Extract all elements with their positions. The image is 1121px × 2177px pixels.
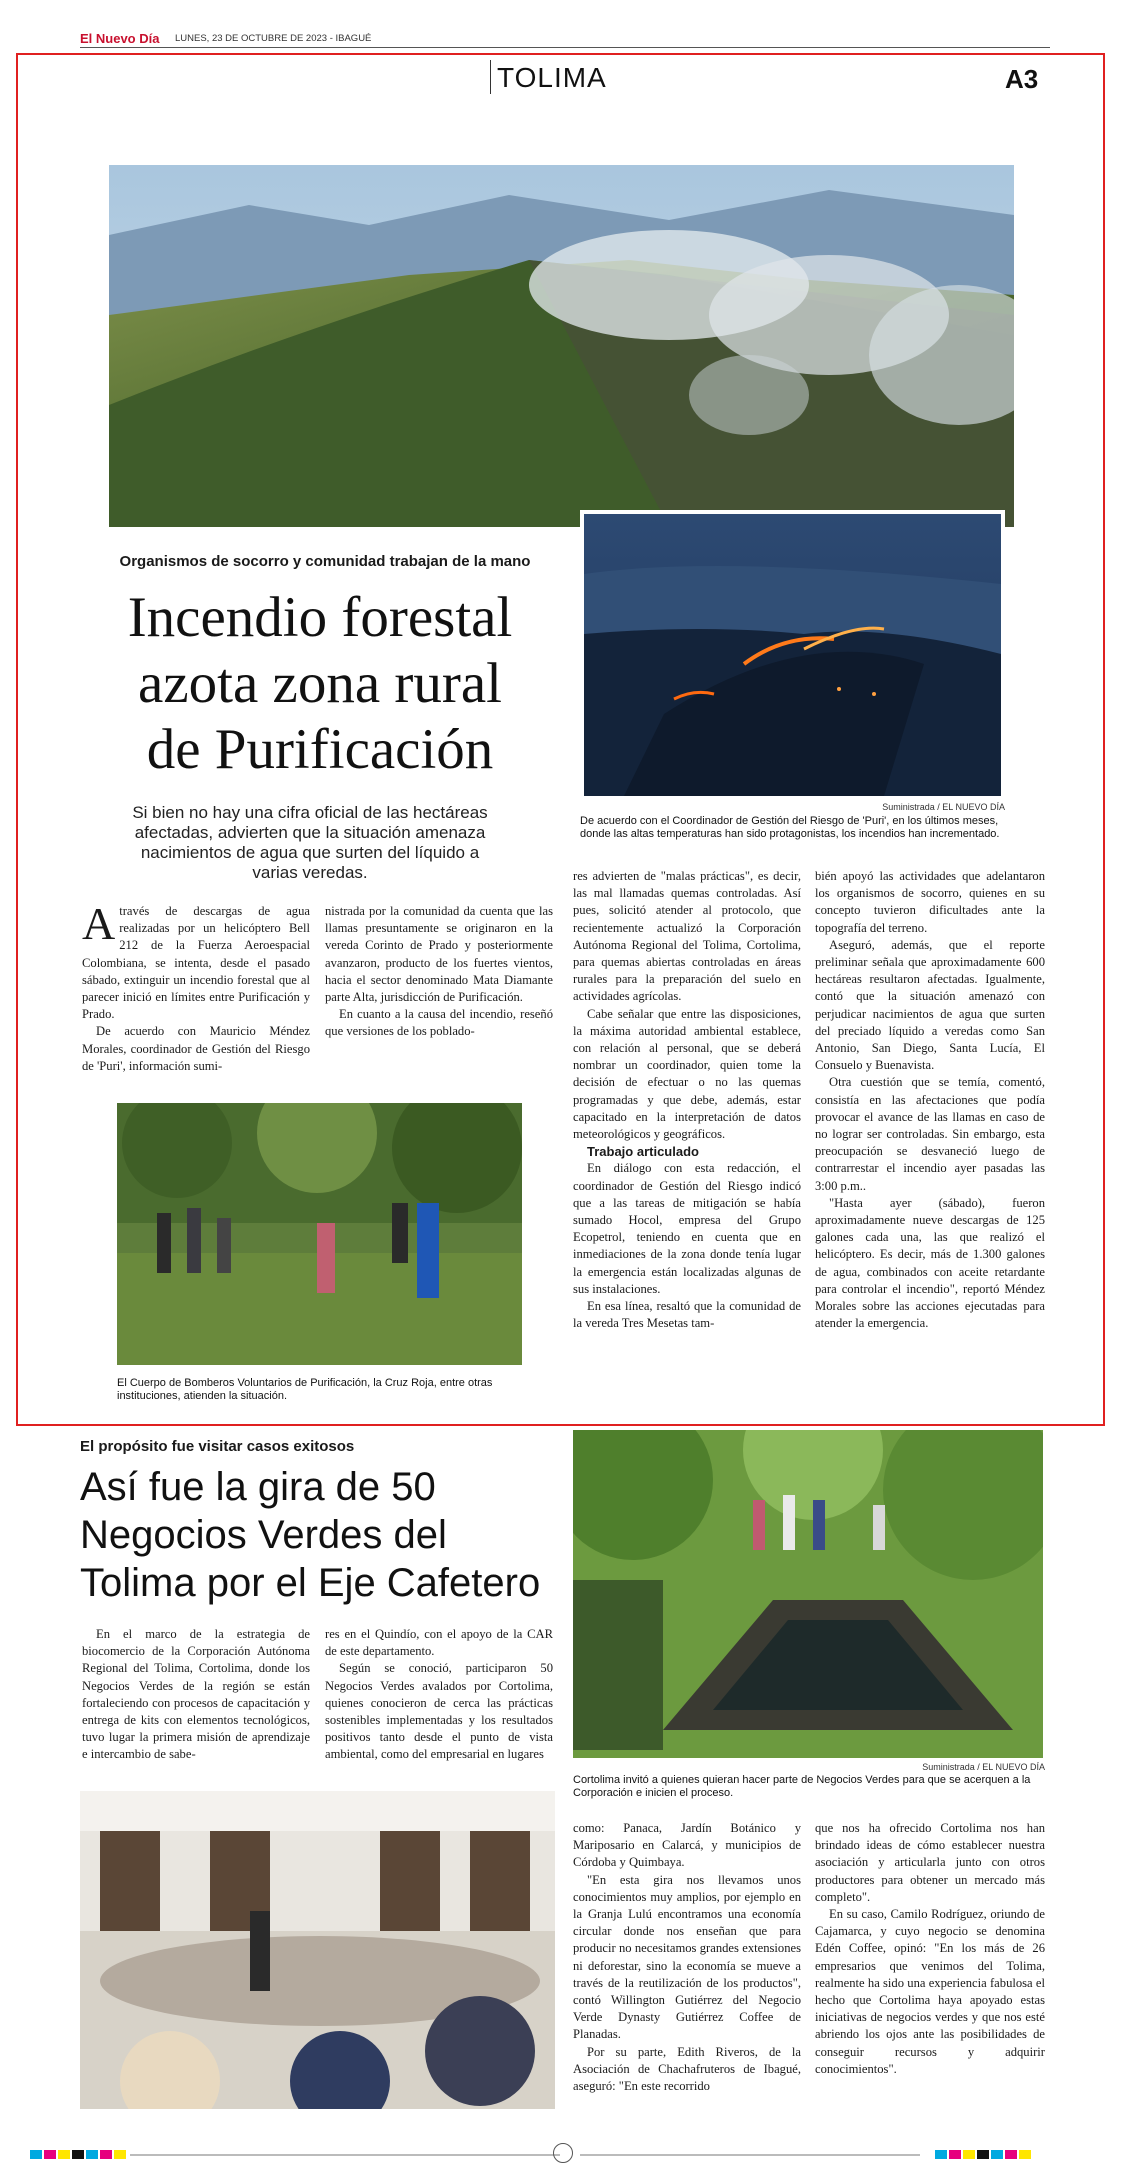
story1-col-3 <box>573 868 801 1332</box>
masthead-bar <box>80 30 1050 48</box>
registration-line <box>130 2154 560 2156</box>
deck-1: Si bien no hay una cifra oficial de las hectáreas afectadas, advierten que la situación amenaza nacimientos de agua que surten del líquido a varias veredas. <box>132 803 488 882</box>
story2-col-1 <box>82 1626 310 1764</box>
story1-col3-p2: Cabe señalar que entre las disposiciones, la máxima autoridad ambiental establece, con relación al personal, que se deberá nombrar un coordinador, quien tome la decisión de efectuar o no las quemas programadas y que debe, además, estar capacitado en la interpretación de datos meteorológicos y geográficos. <box>573 1006 801 1142</box>
story1-col3-p3: En diálogo con esta redacción, el coordinador de Gestión del Riesgo indicó que a las tareas de mitigación se había sumado Hocol, empresa del Grupo Ecopetrol, teniendo en cuenta que en inmediaciones de la zona donde tenía lugar la emergencia están localizadas algunas de sus instalaciones. <box>573 1161 801 1296</box>
story1-col4-p3: Otra cuestión que se temía, comentó, consistía en las afectaciones que podía provocar el avance de las llamas en caso de no lograr ser controladas. Sin embargo, esta preocupación se desvaneció luego de contrarrestar el incendio ayer pasadas las 3:00 p.m.. <box>815 1075 1045 1193</box>
photo-credit-1: Suministrada / EL NUEVO DÍA <box>882 802 1005 812</box>
story1-col4-p4: "Hasta ayer (sábado), fueron aproximadamente nueve descargas de 125 galones cada una, las que realizó el helicóptero. Es decir, más de 1.300 galones de agua, combinados con aceite retardante para controlar el incendio", reportó Méndez Morales sobre las acciones ejecutadas para atender la emergencia. <box>815 1195 1045 1331</box>
registration-line-2 <box>580 2154 920 2156</box>
photo-caption-1: De acuerdo con el Coordinador de Gestión del Riesgo de 'Puri', en los últimos meses, donde las altas temperaturas han sido protagonistas, los incendios han incrementado. <box>580 815 1000 840</box>
story2-col4-p1: que nos ha ofrecido Cortolima nos han brindado ideas de cómo establecer nuestra asociación y articularla junto con otros productores para obtener un mercado más completo". <box>815 1821 1045 1904</box>
story1-col2-p2: En cuanto a la causa del incendio, reseñó que versiones de los poblado- <box>325 1007 553 1039</box>
wildfire-mountain-photo <box>109 165 1014 527</box>
headline-1 <box>80 585 560 783</box>
kicker-2: El propósito fue visitar casos exitosos <box>80 1438 355 1455</box>
crosshair-icon <box>553 2143 573 2163</box>
firefighters-photo <box>117 1103 522 1365</box>
story2-col2-p2: Según se conoció, participaron 50 Negocios Verdes avalados por Cortolima, quienes conocieron de cerca las prácticas sostenibles implementadas y los resultados positivos tanto desde el punto de vista ambiental, como del empresarial en lugares <box>325 1661 553 1762</box>
story1-col1-p2: De acuerdo con Mauricio Méndez Morales, coordinador de Gestión del Riesgo de 'Puri', información sumi- <box>82 1024 310 1073</box>
story2-col1-p1: En el marco de la estrategia de biocomercio de la Corporación Autónoma Regional del Tolima, Cortolima, donde los Negocios Verdes de la región se están fortaleciendo con procesos de capacitación y entrega de kits con elementos tecnológicos, tuvo lugar la primera misión de aprendizaje e intercambio de sabe- <box>82 1627 310 1762</box>
dropcap: A <box>82 898 116 949</box>
section-label: TOLIMA <box>497 62 607 93</box>
kicker-1: Organismos de socorro y comunidad trabajan de la mano <box>119 553 531 570</box>
story1-col-4 <box>815 868 1045 1332</box>
story1-col-2 <box>325 903 553 1041</box>
story2-col2-p1: res en el Quindío, con el apoyo de la CAR de este departamento. <box>325 1627 553 1659</box>
logo: El Nuevo Día <box>80 31 160 46</box>
headline-2-line-3: Tolima por el Eje Cafetero <box>80 1561 541 1605</box>
story1-col1-p1: través de descargas de agua realizadas por un helicóptero Bell 212 de la Fuerza Aeroespacial Colombiana, se intenta, desde el pasado sábado, extinguir un incendio forestal que al parecer inició en límites entre Purificación y Prado. <box>82 904 310 1022</box>
photo-caption-3: Cortolima invitó a quienes quieran hacer parte de Negocios Verdes para que se acerquen a la Corporación e inicien el proceso. <box>573 1774 1031 1799</box>
headline-1-line-2: azota zona rural <box>138 652 502 715</box>
story1-col4-p2: Aseguró, además, que el reporte preliminar señala que aproximadamente 600 hectáreas resultaron afectadas. Igualmente, contó que la situación amenazó con perjudicar nacimientos de agua que surten del preciado líquido a veredas como San Antonio, San Diego, Santa Lucía, El Consuelo y Buenavista. <box>815 937 1045 1073</box>
story1-col4-p1: bién apoyó las actividades que adelantaron los organismos de socorro, quienes en su concepto tuvieron dificultades ante la topografía del terreno. <box>815 869 1045 935</box>
green-business-photo <box>573 1430 1043 1758</box>
story1-col2-p1: nistrada por la comunidad da cuenta que las llamas presuntamente se originaron en la vereda Corinto de Prado y posteriormente avanzaron, producto de los fuertes vientos, hacia el sector denominado Mata Diamante parte Alta, jurisdicción de Purificación. <box>325 904 553 1005</box>
night-fire-photo <box>580 510 1005 800</box>
story1-col3-p4: En esa línea, resaltó que la comunidad de la vereda Tres Mesetas tam- <box>573 1299 801 1331</box>
story2-col-4 <box>815 1820 1045 2078</box>
story2-col3-p3: Por su parte, Edith Riveros, de la Asociación de Chachafruteros de Ibagué, aseguró: "En este recorrido <box>573 2044 801 2094</box>
registration-bar-left <box>30 2150 128 2160</box>
story2-col3-p1: como: Panaca, Jardín Botánico y Mariposario en Calarcá, y municipios de Córdoba y Quimbaya. <box>573 1821 801 1870</box>
story2-col4-p2: En su caso, Camilo Rodríguez, oriundo de Cajamarca, y cuyo negocio se denomina Edén Coffee, opinó: "En los más de 26 empresarios que venimos del Tolima, realmente ha sido una experiencia fabulosa el hecho que Cortolima haya apoyado estas iniciativas de negocios verdes y que nos esté abriendo los ojos ante las posibilidades de conseguir recursos y adquirir conocimientos". <box>815 1907 1045 2076</box>
page-number: A3 <box>1005 64 1039 94</box>
story2-col-2 <box>325 1626 553 1764</box>
photo-credit-2: Suministrada / EL NUEVO DÍA <box>922 1762 1045 1772</box>
story2-col-3 <box>573 1820 801 2095</box>
photo-caption-2: El Cuerpo de Bomberos Voluntarios de Purificación, la Cruz Roja, entre otras instituciones, atienden la situación. <box>117 1377 493 1402</box>
headline-2 <box>80 1463 580 1607</box>
registration-bar-right <box>935 2150 1033 2160</box>
subhead-trabajo: Trabajo articulado <box>587 1144 699 1160</box>
section-divider <box>490 60 491 94</box>
dateline: LUNES, 23 DE OCTUBRE DE 2023 - IBAGUÉ <box>175 33 372 44</box>
story2-col3-p2: "En esta gira nos llevamos unos conocimientos muy amplios, por ejemplo en la Granja Lulú encontramos una economía circular donde nos enseñan que para producir no necesitamos grandes extensiones ni deforestar, sino la economía se mueve a través de la reutilización de los productos", contó Willington Gutiérrez del Negocio Verde Dynasty Gutiérrez Coffee de Planadas. <box>573 1872 801 2042</box>
story1-col-1 <box>82 898 310 1075</box>
headline-1-line-1: Incendio forestal <box>127 586 513 649</box>
story1-col3-p1: res advierten de "malas prácticas", es decir, las mal llamadas quemas controladas. Así pues, solicitó atender al protocolo, que recientemente actualizó la Corporación Autónoma Regional del Tolima, Cortolima, para quemas abiertas controladas en áreas rurales para la preparación del suelo en actividades agrícolas. <box>573 869 801 1004</box>
headline-1-line-3: de Purificación <box>146 718 494 781</box>
headline-2-line-2: Negocios Verdes del <box>80 1513 447 1557</box>
meeting-photo <box>80 1791 555 2109</box>
headline-2-line-1: Así fue la gira de 50 <box>80 1465 436 1509</box>
